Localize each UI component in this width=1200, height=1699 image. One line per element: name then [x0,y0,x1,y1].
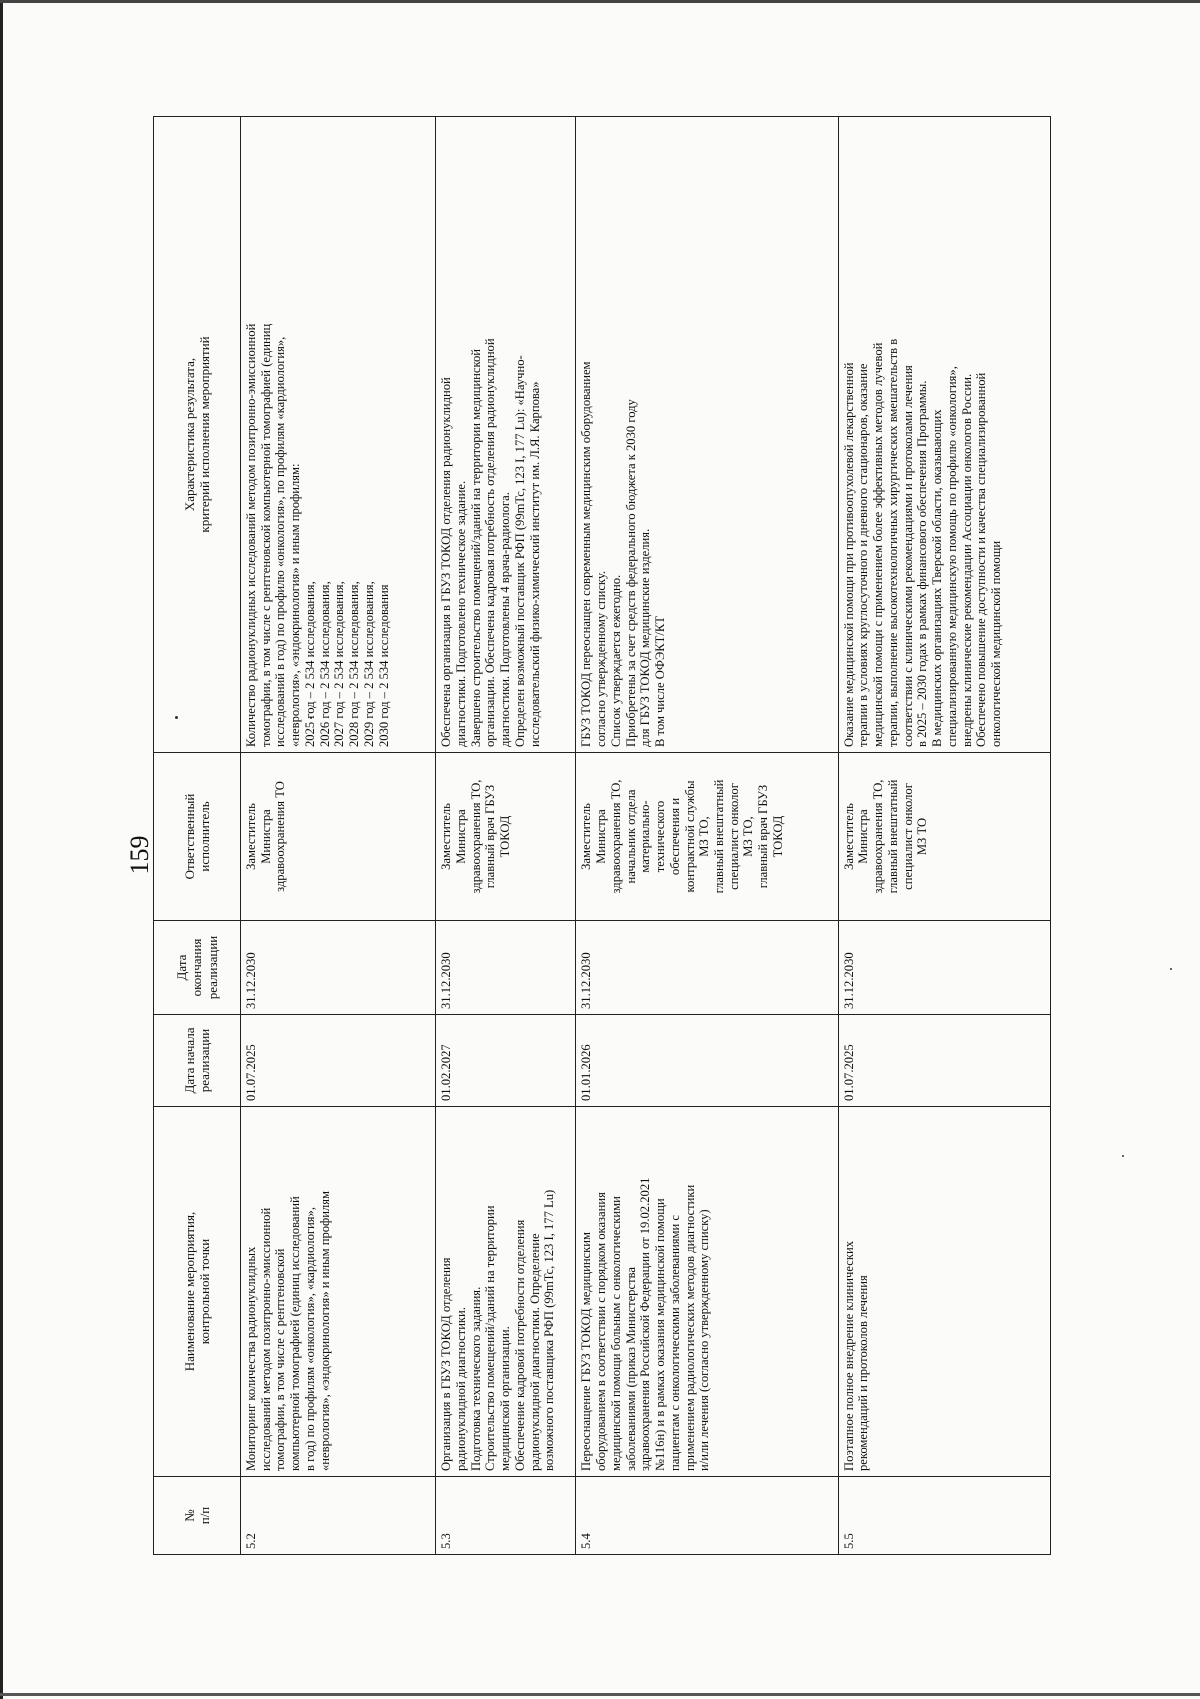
text-line: медицинской организации. [498,1326,513,1471]
text-line: здравоохранения ТО, [468,779,483,894]
table-row [576,117,838,1555]
row-number: 5.3 [436,1477,576,1555]
text-line: Переоснащение ГБУЗ ТОКОД медицинским [579,1232,594,1471]
text-line: Подготовка технического задания. [468,1286,483,1471]
row-start-date: 01.07.2025 [838,1015,1050,1107]
header-resp-line: исполнитель [197,801,212,872]
row-responsible [838,753,1050,921]
page-number: 159 [125,835,154,875]
text-line: компьютерной томографией (единиц исследований [288,1196,303,1471]
text-line: здравоохранения Российской Федерации от 19.02.2021 [638,1177,653,1471]
text-line: терапии в условиях круглосуточного и дневного стационаров, оказание [856,363,871,747]
text-line: Приобретены за счет средств федерального бюджета к 2030 году [623,399,638,747]
text-line: материально- [638,800,653,873]
header-end-date [154,921,241,1015]
rotated-table-wrapper [153,117,1051,1555]
text-line: исследований методом позитронно-эмиссионной [258,1207,273,1471]
text-line: 2030 год – 2 534 исследования [376,584,391,747]
row-end-date: 31.12.2030 [241,921,436,1015]
table-row [838,117,1050,1555]
header-resp-line: Ответственный [181,793,197,880]
row-result [576,117,838,753]
text-line: Заместитель [579,803,594,870]
text-line: технического [653,800,668,873]
row-start-date: 01.07.2025 [241,1015,436,1107]
header-result-line: Характеристика результата, [181,357,197,512]
text-line: согласно утвержденному списку. [594,570,609,747]
row-responsible [436,753,576,921]
table-row [436,117,576,1555]
text-line: медицинской помощи больным с онкологическими [608,1196,623,1471]
row-number: 5.5 [838,1477,1050,1555]
scan-speck [1170,968,1172,970]
text-line: здравоохранения ТО [273,781,288,892]
measures-table [153,116,1051,1555]
header-start-line: реализации [197,1028,212,1093]
text-line: ТОКОД [770,815,785,858]
text-line: «неврология», «эндокринология» и иным профилям [317,1191,332,1471]
text-line: Заместитель [244,803,258,870]
text-line: начальник отдела [623,789,638,884]
text-line: Заместитель [439,803,454,870]
text-line: Обеспечение кадровой потребности отделения [512,1219,527,1471]
text-line: диагностики. Подготовлены 4 врача-радиолога. [498,492,513,747]
text-line: «неврология», «эндокринология» и иным профилям: [288,463,303,747]
text-line: Обеспечено повышение доступности и качества специализированной [974,372,989,747]
row-result [436,117,576,753]
header-number [154,1477,241,1555]
text-line: терапии, выполнение высокотехнологичных хирургических вмешательств в [885,338,900,747]
row-result [241,117,436,753]
text-line: 2029 год – 2 534 исследования, [361,581,376,747]
text-line: 2027 год – 2 534 исследования, [332,581,347,747]
header-end-line: реализации [204,935,220,1000]
text-line: Оказание медицинской помощи при противоопухолевой лекарственной [841,362,856,747]
row-start-date: 01.02.2027 [436,1015,576,1107]
text-line: томографии, в том числе с рентгеновской [273,1248,288,1471]
text-line: медицинской помощи с применением более эффективных методов лучевой [871,342,886,747]
text-line: ТОКОД [498,815,513,858]
text-line: радионуклидной диагностики. Определение [527,1233,542,1471]
text-line: Министра [594,809,609,864]
text-line: здравоохранения ТО, [608,779,623,894]
text-line: Организация в ГБУЗ ТОКОД отделения [439,1257,454,1471]
text-line: здравоохранения ТО, [871,779,886,894]
text-line: применением радиологических методов диагностики [682,1184,697,1471]
text-line: Завершено строительство помещений/зданий на территории медицинской [468,348,483,747]
header-result [154,117,241,753]
text-line: Обеспечена организация в ГБУЗ ТОКОД отделения радионуклидной [439,377,454,747]
text-line: Мониторинг количества радионуклидных [244,1246,258,1471]
text-line: Список утверждается ежегодно. [608,574,623,747]
text-line: МЗ ТО, [697,816,712,857]
text-line: Определен возможный поставщик РФП (99mTc, 123 I, 177 Lu): «Научно- [512,355,527,747]
header-number-line: № [181,1509,197,1522]
header-name-line: контрольной точки [197,1238,212,1345]
text-line: и/или лечения (согласно утвержденному списку) [697,1209,712,1471]
table-header-row [154,117,241,1555]
text-line: радионуклидной диагностики. [453,1307,468,1471]
row-end-date: 31.12.2030 [436,921,576,1015]
row-name [436,1107,576,1477]
text-line: оборудованием в соответствии с порядком оказания [594,1192,609,1471]
text-line: 2025 год – 2 534 исследования, [302,581,317,747]
text-line: Количество радионуклидных исследований методом позитронно-эмиссионной [244,323,258,747]
text-line: соответствии с клиническими рекомендациями и протоколами лечения [900,365,915,747]
scan-speck [1122,1155,1124,1157]
table-row [241,117,436,1555]
text-line: 2028 год – 2 534 исследования, [347,581,362,747]
header-end-line: Дата [174,954,190,981]
header-responsible [154,753,241,921]
header-name [154,1107,241,1477]
text-line: томографии, в том числе с рентгеновской компьютерной томографией (единиц [258,323,273,747]
text-line: №116н) и в рамках оказания медицинской помощи [653,1198,668,1471]
row-end-date: 31.12.2030 [576,921,838,1015]
text-line: МЗ ТО, [741,816,756,857]
text-line: в год) по профилям «онкология», «кардиология», [302,1206,317,1471]
row-name [241,1107,436,1477]
text-line: диагностики. Подготовлено техническое задание. [453,480,468,747]
text-line: главный врач ГБУЗ [483,784,498,889]
row-name [576,1107,838,1477]
text-line: Министра [856,809,871,864]
text-line: обеспечения и [667,797,682,876]
row-name [838,1107,1050,1477]
text-line: В том числе ОФЭКТ/КТ [653,616,668,747]
text-line: пациентам с онкологическими заболеваниями с [667,1215,682,1471]
row-number: 5.2 [241,1477,436,1555]
text-line: организации. Обеспечена кадровая потребность отделения радионуклидной [483,338,498,747]
scan-edge-bottom [0,1693,1200,1696]
text-line: Министра [453,809,468,864]
text-line: В медицинских организациях Тверской области, оказывающих [930,409,945,747]
text-line: 2026 год – 2 534 исследования, [317,581,332,747]
text-line: ГБУЗ ТОКОД переоснащен современным медицинским оборудованием [579,361,594,747]
text-line: онкологической медицинской помощи [989,540,1004,747]
text-line: исследований в год) по профилю «онкология», по профилям «кардиология», [273,336,288,747]
row-responsible [241,753,436,921]
scan-edge-left [0,0,3,1699]
text-line: Поэтапное полное внедрение клинических [841,1240,856,1471]
text-line: рекомендаций и протоколов лечения [856,1275,871,1471]
text-line: главный врач ГБУЗ [756,784,771,889]
row-end-date: 31.12.2030 [838,921,1050,1015]
row-start-date: 01.01.2026 [576,1015,838,1107]
text-line: возможного поставщика РФП (99mTc, 123 I, 177 Lu) [542,1189,557,1471]
text-line: в 2025 – 2030 годах в рамках финансового обеспечения Программы. [915,380,930,747]
header-number-line: п/п [197,1506,212,1525]
text-line: Строительство помещений/зданий на территории [483,1205,498,1471]
text-line: специалист онколог [900,783,915,890]
text-line: исследовательский физико-химический институт им. Л.Я. Карпова» [527,381,542,747]
text-line: для ГБУЗ ТОКОД медицинские изделия. [638,528,653,747]
header-name-line: Наименование мероприятия, [181,1211,197,1372]
text-line: контрактной службы [682,780,697,893]
text-line: специализированную медицинскую помощь по профилю «онкология», [944,366,959,747]
text-line: заболеваниями (приказ Министерства [623,1267,638,1471]
text-line: специалист онколог [726,783,741,890]
row-result [838,117,1050,753]
header-start-date [154,1015,241,1107]
text-line: МЗ ТО [915,817,930,856]
text-line: внедрены клинические рекомендации Ассоциации онкологов России. [959,373,974,747]
text-line: главный внештатный [712,779,727,894]
scan-edge-top [0,0,1200,3]
header-start-line: Дата начала [181,1027,197,1094]
text-line: главный внештатный [885,779,900,894]
header-result-line: критерий исполнения мероприятий [197,336,212,533]
text-line: Заместитель [841,803,856,870]
text-line: Министра [258,809,273,864]
header-end-line: окончания [189,938,205,997]
row-responsible [576,753,838,921]
row-number: 5.4 [576,1477,838,1555]
